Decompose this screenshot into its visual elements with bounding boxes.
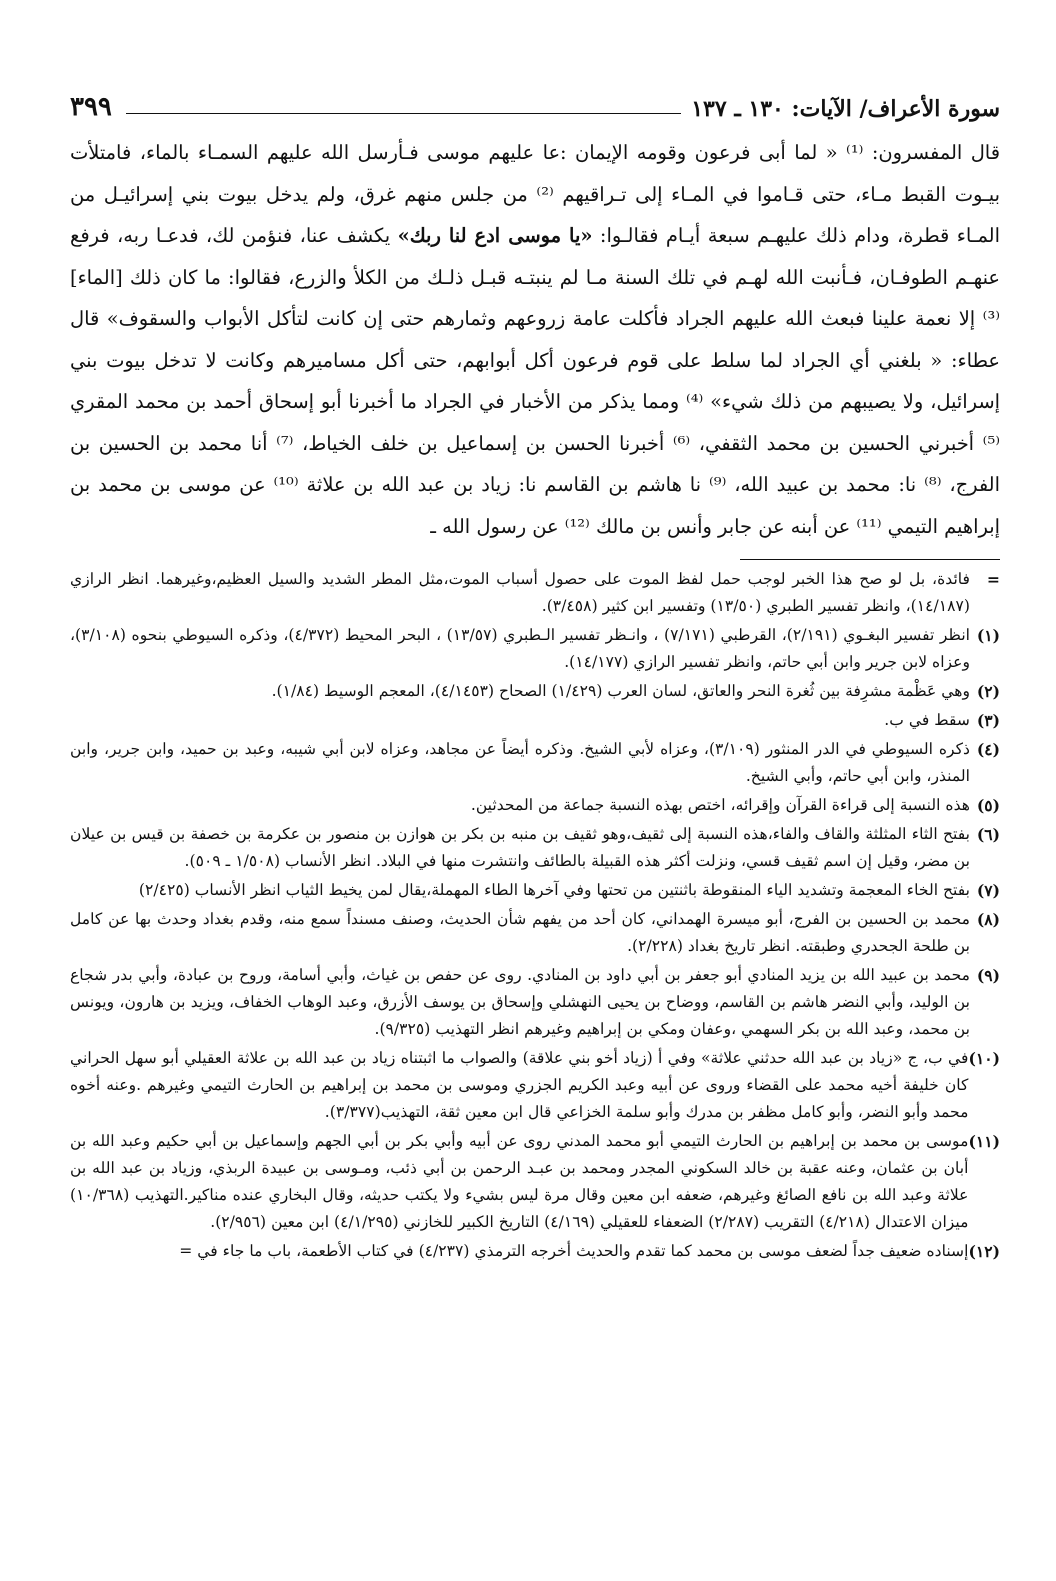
main-text-part-2: يكشف عنا، فنؤمن لك، فدعـا ربه، فرفع عنهـم الطوفـان، فـأنبت الله لهـم في تلك السنة مـا لم ينبتـه قبـل ذلـك من الكلأ والزرع، فقالوا: ما كان ذلك [الماء] ⁽³⁾ إلا نعمة علينا فبعث الله عليهم الجراد فأكلت عامة زروعهم وثمارهم حتى إن كانت لتأكل الأبواب والسقوف» قال عطاء: « بلغني أي الجراد لما سلط على قوم فرعون أكل أبوابهم، حتى أكل مساميرهم وكانت لا تدخل بيوت بني إسرائيل، ولا يصيبهم من ذلك شيء» ⁽⁴⁾ ومما يذكر من الأخبار في الجراد ما أخبرنا أبو إسحاق أحمد بن محمد المقري ⁽⁵⁾ أخبرني الحسين بن محمد الثقفي، ⁽⁶⁾ أخبرنا الحسن بن إسماعيل بن خلف الخياط، ⁽⁷⁾ أنا محمد بن الحسين بن الفرج، ⁽⁸⁾ نا: محمد بن عبيد الله، ⁽⁹⁾ نا هاشم بن القاسم نا: زياد بن عبد الله بن علاثة ⁽¹⁰⁾ عن موسى بن محمد بن إبراهيم التيمي ⁽¹¹⁾ عن أبنه عن جابر وأنس بن مالك ⁽¹²⁾ عن رسول الله ـ [70, 224, 1000, 538]
footnote-number: (١٢) [968, 1242, 1000, 1261]
footnote-continued [70, 566, 1000, 620]
footnote-number: (١١) [968, 1132, 1000, 1151]
footnote-text: في ب، ج «زياد بن عبد الله حدثني علاثة» وفي أ (زياد أخو بني علاقة) والصواب ما اثبتناه زياد بن عبد الله بن علاثة العقيلي أبو سهل الحراني كان خليفة أخيه محمد على القضاء وروى عن أبيه وعبد الكريم الجزري وموسى بن محمد بن إبراهيم بن الحارث التيمي وغيرهم .وعنه أخوه محمد وأبو النضر، وأبو كامل مظفر بن مدرك وأبو سلمة الخزاعي قال ابن معين ثقة، التهذيب(٣/٣٧٧). [70, 1049, 969, 1121]
footnote-separator [740, 559, 1000, 560]
footnote-text: سقط في ب. [884, 711, 970, 729]
footnote-1 [70, 622, 1000, 676]
footnote-number: (٧) [976, 881, 1000, 900]
footnote-6 [70, 821, 1000, 875]
main-paragraph [70, 132, 1000, 547]
footnote-4 [70, 736, 1000, 790]
page-header [70, 78, 1000, 122]
footnote-text: محمد بن عبيد الله بن يزيد المنادي أبو جعفر بن أبي داود بن المنادي. روى عن حفص بن غياث، وأبي أسامة، وروح بن عبادة، وأبي بدر شجاع بن الوليد، وأبي النضر هاشم بن القاسم، ووضاح بن يحيى النهشلي وإسحاق بن يوسف الأزرق، وعبد الوهاب الخفاف، ويزيد بن هارون، ويونس بن محمد، وعبد الله بن بكر السهمي ،وعفان ومكي بن إبراهيم وغيرهم انظر التهذيب (٩/٣٢٥). [70, 966, 970, 1038]
quran-quote: «يا موسى ادع لنا ربك» [397, 224, 593, 247]
footnote-text: ذكره السيوطي في الدر المنثور (٣/١٠٩)، وعزاه لأبي الشيخ. وذكره أيضاً عن مجاهد، وعزاه لابن أبي شيبه، وعبد بن حميد، وابن جرير، وابن المنذر، وابن أبي حاتم، وأبي الشيخ. [70, 740, 970, 785]
footnote-3 [70, 707, 1000, 734]
footnote-number: = [986, 570, 1000, 589]
footnotes [70, 566, 1000, 1265]
main-text [70, 132, 1000, 547]
footnote-number: (١٠) [968, 1049, 1000, 1068]
footnote-text: انظر تفسير البغـوي (٢/١٩١)، القرطبي (٧/١٧١) ، وانـظر تفسير الـطبري (١٣/٥٧) ، البحر المحيط (٤/٣٧٢)، وذكره السيوطي بنحوه (٣/١٠٨)، وعزاه لابن جرير وابن أبي حاتم، وانظر تفسير الرازي (١٤/١٧٧). [70, 626, 970, 671]
footnote-11 [70, 1128, 1000, 1236]
footnote-text: محمد بن الحسين بن الفرج، أبو ميسرة الهمداني، كان أحد من يفهم شأن الحديث، وصنف مسنداً سمع منه، وقدم بغداد وحدث بها عن كامل بن طلحة الجحدري وطبقته. انظر تاريخ بغداد (٢/٢٢٨). [70, 910, 970, 955]
footnote-number: (٤) [976, 740, 1000, 759]
footnote-text: موسى بن محمد بن إبراهيم بن الحارث التيمي أبو محمد المدني روى عن أبيه وأبي بكر بن أبي الجهم وإسماعيل بن أبي حكيم وعبد الله بن أبان بن عثمان، وعنه عقبة بن خالد السكوني المجدر ومحمد بن عبـد الرحمن بن أبي ذئب، ومـوسى بن عبيدة الربذي، وزياد بن عبد الله بن علاثة وعبد الله بن نافع الصائغ وغيرهم، ضعفه ابن معين وقال مرة ليس بشيء ولا يكتب حديثه، وقال البخاري عنده مناكير.التهذيب (١٠/٣٦٨) ميزان الاعتدال (٤/٢١٨) التقريب (٢/٢٨٧) الضعفاء للعقيلي (٤/١٦٩) التاريخ الكبير للخازني (٤/١/٢٩٥) ابن معين (٢/٩٥٦). [70, 1132, 969, 1231]
page [70, 78, 1000, 1558]
main-text-part-1: قال المفسرون: ⁽¹⁾ « لما أبى فرعون وقومه الإيمان :عا عليهم موسى فـأرسل الله عليهم السمـاء بالماء، فامتلأت بيـوت القبط مـاء، حتى قـاموا في المـاء إلى تـراقيهم ⁽²⁾ من جلس منهم غرق، ولم يدخل بيوت بني إسرائيـل من المـاء قطرة، ودام ذلك عليهـم سبعة أيـام فقالـوا: [70, 141, 1001, 247]
footnote-text: إسناده ضعيف جداً لضعف موسى بن محمد كما تقدم والحديث أخرجه الترمذي (٤/٢٣٧) في كتاب الأطعمة، باب ما جاء في = [179, 1242, 969, 1260]
footnote-8 [70, 906, 1000, 960]
footnote-text: بفتح الخاء المعجمة وتشديد الياء المنقوطة باثنتين من تحتها وفي آخرها الطاء المهملة،يقال لمن يخيط الثياب انظر الأنساب (٢/٤٢٥) [138, 881, 970, 899]
footnote-number: (٥) [976, 796, 1000, 815]
footnote-number: (٢) [976, 682, 1000, 701]
footnote-12 [70, 1238, 1000, 1265]
footnote-5 [70, 792, 1000, 819]
footnote-number: (٨) [976, 910, 1000, 929]
footnote-text: فائدة، بل لو صح هذا الخبر لوجب حمل لفظ الموت على حصول أسباب الموت،مثل المطر الشديد والسيل العظيم،وغيرهما. انظر الرازي (١٤/١٨٧)، وانظر تفسير الطبري (١٣/٥٠) وتفسير ابن كثير (٣/٤٥٨). [70, 570, 970, 615]
footnote-number: (٦) [976, 825, 1000, 844]
footnote-10 [70, 1045, 1000, 1126]
footnote-7 [70, 877, 1000, 904]
header-rule [126, 113, 681, 114]
footnote-number: (٣) [976, 711, 1000, 730]
footnote-number: (١) [976, 626, 1000, 645]
footnote-number: (٩) [976, 966, 1000, 985]
footnote-9 [70, 962, 1000, 1043]
footnote-text: بفتح الثاء المثلثة والقاف والفاء،هذه النسبة إلى ثقيف،وهو ثقيف بن منبه بن بكر بن هوازن بن منصور بن عكرمة بن خصفة بن قيس بن عيلان بن مضر، وقيل إن اسم ثقيف قسي، ونزلت أكثر هذه القبيلة بالطائف وانتشرت منها في البلاد. انظر الأنساب (١/٥٠٨ ـ ٥٠٩). [70, 825, 970, 870]
surah-title: سورة الأعراف/ الآيات: ١٣٠ ـ ١٣٧ [691, 96, 1000, 122]
footnote-2 [70, 678, 1000, 705]
footnote-text: هذه النسبة إلى قراءة القرآن وإقرائه، اختص بهذه النسبة جماعة من المحدثين. [470, 796, 970, 814]
page-number: ٣٩٩ [70, 92, 112, 122]
footnote-text: وهي عَظْمة مشرِفة بين ثُغرة النحر والعاتق، لسان العرب (١/٤٢٩) الصحاح (٤/١٤٥٣)، المعجم الوسيط (١/٨٤). [271, 682, 970, 700]
